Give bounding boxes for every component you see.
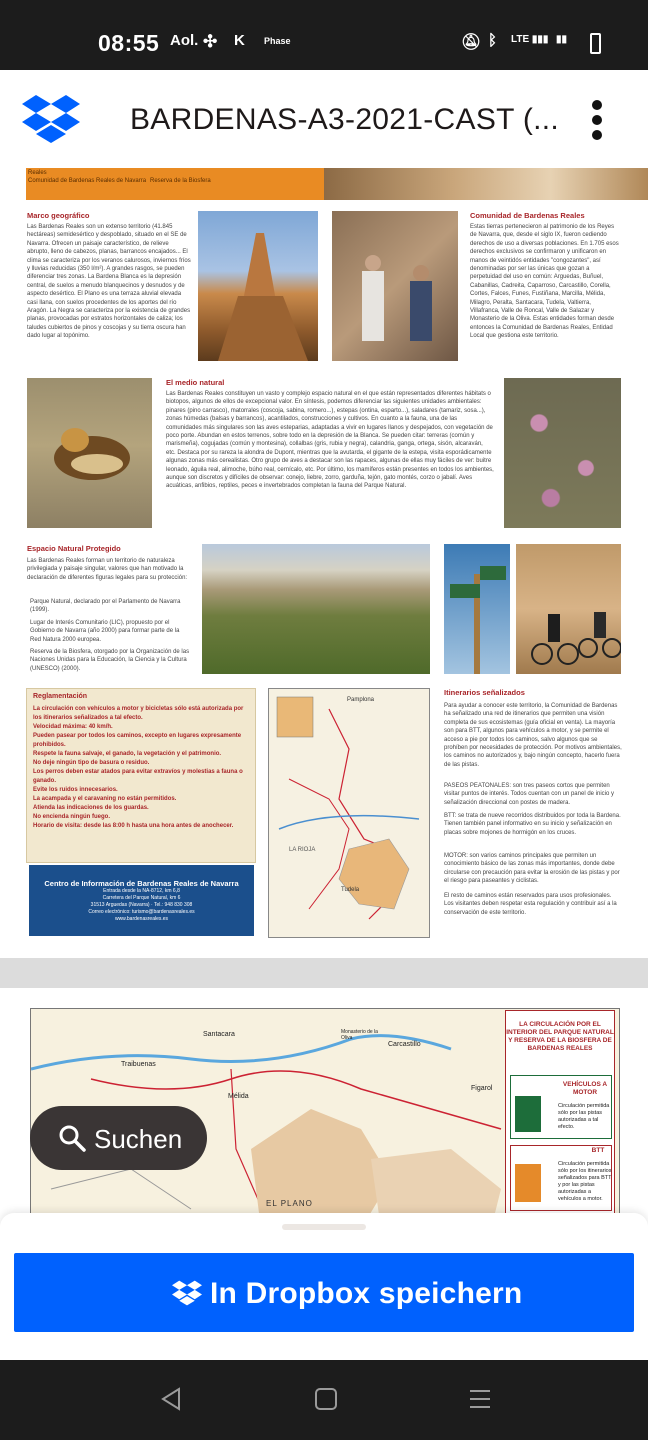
band-left-label: Comunidad de Bardenas Reales de Navarra (28, 178, 147, 184)
save-label: In Dropbox speichern (210, 1277, 523, 1310)
phase-icon: Phase (264, 36, 291, 46)
search-label: Suchen (94, 1124, 183, 1154)
page-gap (0, 958, 648, 988)
legend-motor-text: Circulación permitida sólo por las pistas autorizadas a tal efecto. (558, 1103, 610, 1130)
status-bar (0, 0, 648, 70)
band-small: Reales (28, 170, 47, 176)
espacio-item-1: Parque Natural, declarado por el Parlamento de Navarra (1999). (30, 599, 181, 614)
map-label-pamplona: Pamplona (347, 697, 375, 703)
map-legend (505, 1010, 615, 1213)
map-label-tudela: Tudela (341, 887, 360, 893)
region-map (268, 688, 430, 938)
sheet-drag-handle[interactable] (282, 1224, 366, 1230)
battery-icon (590, 33, 601, 54)
recents-icon[interactable] (468, 1386, 492, 1417)
itinerarios-text: Para ayudar a conocer este territorio, la Comunidad de Bardenas ha señalizado una red de itinerarios que permiten una visión completa de sus ecosistemas (guía oficial en venta). La mayoría son para BTT, algunos para vehículos a motor, y se permite el acceso a pie por todos los caminos, salvo algunos que se prohíben por necesidades de protección. Por motivos ambientales, los caminos no autorizados y, bajo ningún concepto, hacerlo fuera de las pistas. (444, 703, 622, 768)
rule-item: Atienda las indicaciones de los guardas. (33, 805, 149, 811)
fan-icon: ✣ (203, 32, 218, 51)
map-label-rioja: LA RIOJA (289, 847, 316, 853)
rule-item: La acampada y el caravaning no están permitidos. (33, 796, 177, 802)
mute-icon: 🔕︎ (461, 34, 482, 51)
rule-item: Respete la fauna salvaje, el ganado, la vegetación y el patrimonio. (33, 751, 222, 757)
rule-item: Horario de visita: desde las 8:00 h hasta una hora antes de anochecer. (33, 823, 234, 829)
pdf-page-1 (0, 168, 648, 958)
espacio-text: Las Bardenas Reales forman un territorio de naturaleza privilegiada y paisaje singular, valores que han motivado la declaración de diferentes figuras legales para su protección: (27, 558, 188, 581)
rule-item: Pueden pasear por todos los caminos, excepto en lugares expresamente prohibidos. (33, 733, 242, 748)
comunidad-text: Estas tierras pertenecieron al patrimonio de los Reyes de Navarra, que, desde el siglo IX, fueron cediendo derechos de uso a diversas poblaciones. En 1.705 esos derechos exclusivos se confirmaron y unificaron en manos de veintidós entidades "congozantes", así denominadas por ser las únicas que gozan a perpetuidad del uso en común: Arguedas, Buñuel, Cabanillas, Cadreita, Caparroso, Carcastillo, Corella, Cortes, Falces, Funes, Fustiñana, Marcilla, Mélida, Milagro, Peralta, Santacara, Tudela, Valtierra, Villafranca, Valle de Roncal, Valle de Salazar y Monasterio de la Oliva. Estas entidades forman desde entonces la Comunidad de Bardenas Reales, Entidad Local que gestiona este territorio. (470, 224, 619, 340)
home-icon[interactable] (314, 1386, 338, 1417)
info-center-line: Carretera del Parque Natural, km 6 (102, 895, 181, 901)
app-bar (0, 70, 648, 168)
map-label: Santacara (203, 1031, 235, 1038)
itinerarios-title: Itinerarios señalizados (444, 688, 525, 697)
medio-title: El medio natural (166, 378, 225, 387)
comunidad-title: Comunidad de Bardenas Reales (470, 211, 585, 220)
rule-item: Los perros deben estar atados para evitar extravíos y molestias a fauna o ganado. (33, 769, 243, 784)
photo-bird (27, 378, 152, 528)
info-center-line: www.bardenasreales.es (114, 916, 169, 922)
aol-icon: Aol. (170, 32, 199, 49)
info-center-line: Correo electrónico: turismo@bardenasreales.es (88, 909, 195, 915)
espacio-item-2: Lugar de Interés Comunitario (LIC), propuesto por el Gobierno de Navarra (año 2000) para formar parte de la Red Natura 2000 europea. (30, 620, 180, 643)
save-to-dropbox-button[interactable] (14, 1253, 634, 1332)
info-center-title: Centro de Información de Bardenas Reales de Navarra (44, 879, 239, 888)
itinerarios-motor: MOTOR: son varios caminos principales que permiten un conocimiento básico de las zonas más importantes, donde debe circularse con precaución para evitar la erosión de las pistas y por el riesgo para paseantes y ciclistas. (444, 853, 620, 885)
itinerarios-btt: BTT: se trata de nueve recorridos distribuidos por toda la Bardena. Tienen también panel informativo en su inicio y señalización en placas sobre mojones de hormigón en los cruces. (444, 813, 621, 836)
photo-cyclists (516, 544, 621, 674)
itinerarios-peatonales: PASEOS PEATONALES: son tres paseos cortos que permiten visitar puntos de interés. Todos cuentan con un panel de inicio y señalización direccional con postes de madera. (444, 783, 614, 806)
reglamentacion-box (26, 688, 256, 863)
photo-flowers (504, 378, 621, 528)
clock: 08:55 (98, 30, 160, 56)
header-band (26, 168, 324, 200)
pdf-viewer[interactable] (0, 168, 648, 1213)
legend-btt-title: BTT (591, 1147, 605, 1154)
info-center-line: 31513 Arguedas (Navarra) · Tel.: 948 830 308 (90, 902, 193, 908)
photo-castildetierra (198, 211, 318, 361)
motor-sign-icon (515, 1096, 541, 1132)
search-icon (58, 1124, 86, 1157)
legend-title: LA CIRCULACIÓN POR EL INTERIOR DEL PARQUE NATURAL Y RESERVA DE LA BIOSFERA DE BARDENAS REALES (506, 1021, 614, 1052)
rule-item: La circulación con vehículos a motor y bicicletas sólo está autorizada por los itinerarios señalizados a tal efecto. (33, 706, 244, 721)
signal-lte-icon: LTE ▮▮▮ (511, 34, 549, 45)
dropbox-logo-icon[interactable] (22, 94, 80, 149)
photo-landscape (202, 544, 430, 674)
map-label: Monasterio de la Oliva (341, 1029, 378, 1041)
reglamentacion-list (33, 705, 251, 831)
medio-text: Las Bardenas Reales constituyen un vasto y complejo espacio natural en el que están representados diferentes hábitats o biotopos, algunos de ellos de excepcional valor. En síntesis, podemos diferenciar las siguientes unidades ambientales: pinares (pino carrasco), matorrales (coscoja, sabina, romero...), estepas (ontina, esparto...), saladares (tamariz, sosa...), zonas húmedas (balsas y barrancos), acantilados, construcciones y cultivos. En cuanto a la fauna, una de las comunidades más singulares son las aves esteparias, adaptadas a vivir en lugares llanos y despejados, con vegetación de poco porte. Abundan en estos terrenos, sobre todo en la depresión de la Blanca. Se pueden citar: terreras (común y marismeña), cogujadas (común y montesina), collalbas (gris, rubia y negra), calandria, ganga, ortega, sisón, alcaraván, etc. Destaca por su rareza la alondra de Dupont, mientras que la avutarda, el gigante de la estepa, visita esporádicamente algunas zonas más cerealistas. Otro grupo de aves a destacar son las rapaces, algunas de ellas muy fáciles de ver: buitre leonado, águila real, alimoche, búho real, cernícalo, etc. Por último, los mamíferos están presentes en todos los ambientes, aunque son discretos y difíciles de observar: conejo, liebre, zorro, garduña, tejón, gato montés, corzo o jabalí. Aves acuáticas, anfibios, reptiles, peces e invertebrados completan la fauna del Parque Natural. (166, 391, 494, 490)
map-label: Carcastillo (388, 1041, 421, 1048)
signal-icon: ▮▮ (556, 34, 568, 45)
legend-btt-text: Circulación permitida sólo por los itinerarios señalizados para BTT y por las pistas autorizadas a vehículos a motor. (558, 1161, 612, 1202)
itinerarios-resto: El resto de caminos están reservados para usos profesionales. Los visitantes deben respetar esta regulación y contribuir así a la conservación de este territorio. (444, 893, 617, 916)
espacio-title: Espacio Natural Protegido (27, 544, 121, 553)
search-button[interactable] (30, 1106, 207, 1170)
rule-item: Evite los ruidos innecesarios. (33, 787, 118, 793)
document-title: BARDENAS-A3-2021-CAST (... (130, 103, 560, 136)
band-right-label: Reserva de la Biosfera (150, 178, 211, 184)
header-photo (324, 168, 648, 200)
pdf-page-2 (0, 988, 648, 1213)
photo-workers (332, 211, 458, 361)
bluetooth-icon: ᛒ (488, 32, 498, 49)
legend-motor-title: VEHÍCULOS A MOTOR (562, 1081, 608, 1096)
nav-bar (0, 1360, 648, 1440)
map-label: Figarol (471, 1085, 493, 1092)
kaufland-icon: K (234, 32, 245, 49)
more-vert-icon[interactable] (586, 98, 608, 142)
map-label: Mélida (228, 1093, 249, 1100)
bottom-sheet (0, 1213, 648, 1360)
reglamentacion-title: Reglamentación (33, 693, 88, 700)
info-center-line: Entrada desde la NA-8712, km 6,8 (103, 888, 180, 894)
info-center-box (29, 865, 254, 936)
marco-title: Marco geográfico (27, 211, 90, 220)
back-icon[interactable] (160, 1386, 182, 1417)
rule-item: Velocidad máxima: 40 km/h. (33, 724, 113, 730)
dropbox-icon (172, 1279, 202, 1312)
map-label: Traibuenas (121, 1061, 156, 1068)
rule-item: No deje ningún tipo de basura o residuo. (33, 760, 150, 766)
map-label: EL PLANO (266, 1199, 313, 1208)
rule-item: No encienda ningún fuego. (33, 814, 110, 820)
espacio-item-3: Reserva de la Biosfera, otorgado por la Organización de las Naciones Unidas para la Educación, la Ciencia y la Cultura (UNESCO) (2000). (30, 649, 190, 672)
photo-signpost (444, 544, 510, 674)
btt-sign-icon (515, 1164, 541, 1202)
marco-text: Las Bardenas Reales son un extenso territorio (41.845 hectáreas) semidesértico y despoblado, situado en el SE de Navarra. Ofrecen un paisaje característico, de relieve abrupto, lleno de cabezos, planas, barrancos encajados... El clima se caracteriza por los veranos calurosos, inviernos fríos y lluvias reducidas (350 l/m²). A grandes rasgos, se pueden diferenciar tres zonas. La Bardena Blanca es la depresión central, de suelos a menudo blanquecinos y desnudos y de aspecto desértico. El Plano es una terraza aluvial elevada casi llana, con suelos procedentes de los aportes del río Aragón. La Negra se caracteriza por la existencia de grandes planas, provocadas por estratos horizontales de caliza; los taludes cubiertos de pinos y coscojas y su tierra oscura han dado lugar al topónimo. (27, 224, 191, 340)
